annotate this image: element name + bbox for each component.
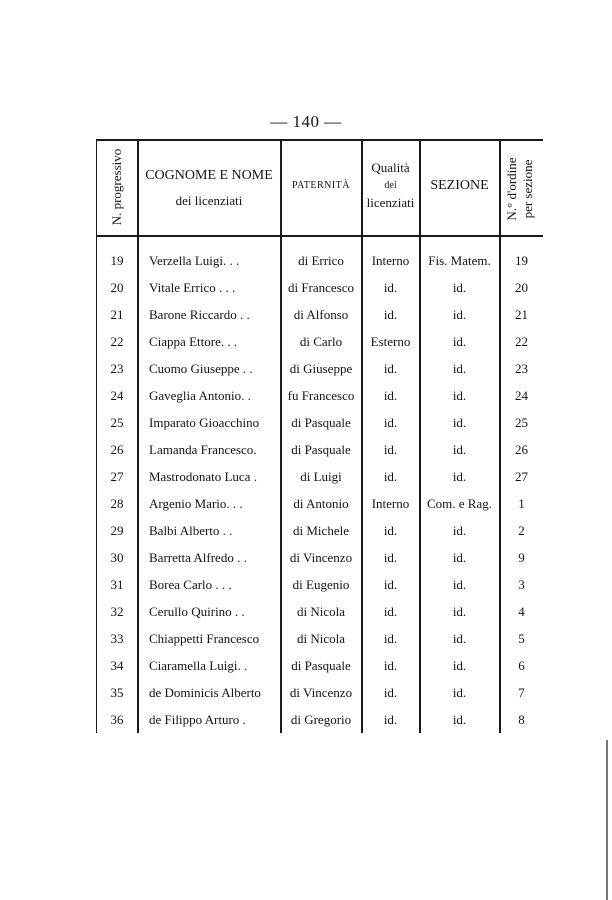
row-qualita: id. (383, 280, 398, 295)
row-ordine: 5 (518, 631, 525, 646)
row-number: 32 (110, 604, 124, 619)
row-number: 25 (110, 415, 124, 430)
row-number: 24 (110, 388, 124, 403)
row-name: Cuomo Giuseppe . . (149, 361, 253, 376)
row-name: Mastrodonato Luca . (149, 469, 257, 484)
row-paternita: di Giuseppe (289, 361, 353, 376)
row-sezione: id. (452, 361, 467, 376)
table-row (97, 463, 543, 490)
row-ordine: 21 (515, 307, 528, 322)
row-ordine: 26 (515, 442, 528, 457)
row-ordine: 6 (518, 658, 525, 673)
row-name: Vitale Errico . . . (149, 280, 236, 295)
row-paternita: di Michele (293, 523, 349, 538)
page-number: — 140 — (270, 112, 342, 131)
row-name: Imparato Gioacchino (149, 415, 260, 430)
row-name: Gaveglia Antonio. . (149, 388, 251, 403)
row-number: 33 (110, 631, 124, 646)
row-ordine: 2 (518, 523, 525, 538)
row-paternita: di Alfonso (293, 307, 349, 322)
table-row (97, 598, 543, 625)
row-paternita: di Eugenio (292, 577, 350, 592)
row-ordine: 24 (515, 388, 528, 403)
row-paternita: fu Francesco (287, 388, 355, 403)
row-number: 20 (110, 280, 124, 295)
row-paternita: di Errico (298, 253, 344, 268)
row-number: 34 (110, 658, 124, 673)
table-row (97, 679, 543, 706)
table-row (97, 706, 543, 733)
row-qualita: id. (383, 631, 398, 646)
table-row (97, 409, 543, 436)
row-name: Argenio Mario. . . (149, 496, 243, 511)
row-qualita: id. (383, 577, 398, 592)
header-cognome-line2: dei licenziati (175, 192, 243, 208)
row-paternita: di Nicola (296, 631, 345, 646)
row-paternita: di Francesco (287, 280, 355, 295)
row-number: 19 (110, 253, 124, 268)
row-ordine: 22 (515, 334, 528, 349)
row-qualita: id. (383, 442, 398, 457)
table-row (97, 490, 543, 517)
row-sezione: id. (452, 712, 467, 727)
row-qualita: id. (383, 685, 398, 700)
row-number: 22 (110, 334, 124, 349)
row-qualita: id. (383, 658, 398, 673)
header-ordine-line1: N.° d'ordine (504, 157, 519, 221)
row-ordine: 20 (515, 280, 528, 295)
row-qualita: id. (383, 523, 398, 538)
header-qualita (362, 159, 419, 212)
row-sezione: id. (452, 604, 467, 619)
row-name: Verzella Luigi. . . (149, 253, 240, 268)
row-sezione: id. (452, 280, 467, 295)
header-qualita-line3: licenziati (366, 195, 415, 211)
row-number: 21 (110, 307, 124, 322)
row-paternita: di Pasquale (291, 442, 351, 457)
header-divider (97, 235, 543, 237)
row-paternita: di Luigi (300, 469, 342, 484)
row-qualita: id. (383, 361, 398, 376)
row-qualita: id. (383, 388, 398, 403)
row-number: 30 (110, 550, 124, 565)
header-qualita-line1: Qualità (371, 160, 410, 175)
row-sezione: id. (452, 307, 467, 322)
row-number: 27 (110, 469, 124, 484)
row-name: Cerullo Quirino . . (149, 604, 245, 619)
row-sezione: id. (452, 469, 467, 484)
row-name: Chiappetti Francesco (149, 631, 260, 646)
row-name: de Dominicis Alberto (149, 685, 261, 700)
row-sezione: Fis. Matem. (428, 253, 491, 268)
row-paternita: di Vincenzo (289, 550, 353, 565)
row-sezione: Com. e Rag. (427, 496, 492, 511)
row-ordine: 1 (518, 496, 525, 511)
table-row (97, 571, 543, 598)
row-ordine: 25 (515, 415, 528, 430)
header-sezione: SEZIONE (430, 178, 489, 193)
row-sezione: id. (452, 388, 467, 403)
header-qualita-line2: dei (384, 179, 397, 191)
table-row (97, 247, 543, 274)
row-number: 23 (110, 361, 124, 376)
header-ordine (504, 142, 538, 236)
table-row (97, 625, 543, 652)
table-row (97, 274, 543, 301)
row-name: de Filippo Arturo . (149, 712, 246, 727)
row-number: 36 (110, 712, 124, 727)
header-progressivo: N. progressivo (109, 148, 124, 226)
header-cognome-line1: COGNOME E NOME (145, 168, 273, 183)
row-qualita: Interno (371, 253, 410, 268)
row-qualita: id. (383, 550, 398, 565)
row-ordine: 23 (515, 361, 528, 376)
row-name: Ciaramella Luigi. . (149, 658, 248, 673)
row-name: Lamanda Francesco. (149, 442, 257, 457)
row-paternita: di Gregorio (290, 712, 352, 727)
row-sezione: id. (452, 577, 467, 592)
row-qualita: id. (383, 604, 398, 619)
row-name: Borea Carlo . . . (149, 577, 232, 592)
table-row (97, 517, 543, 544)
page-edge-mark (606, 740, 608, 900)
row-number: 29 (110, 523, 124, 538)
table-row (97, 328, 543, 355)
header-ordine-line2: per sezione (520, 159, 535, 219)
row-ordine: 4 (518, 604, 525, 619)
row-sezione: id. (452, 685, 467, 700)
row-qualita: id. (383, 469, 398, 484)
table-row (97, 544, 543, 571)
table-row (97, 436, 543, 463)
row-ordine: 3 (518, 577, 525, 592)
row-number: 35 (110, 685, 124, 700)
row-paternita: di Pasquale (291, 415, 351, 430)
row-name: Ciappa Ettore. . . (149, 334, 238, 349)
row-sezione: id. (452, 415, 467, 430)
row-sezione: id. (452, 658, 467, 673)
row-qualita: Esterno (370, 334, 411, 349)
row-sezione: id. (452, 631, 467, 646)
table-row (97, 301, 543, 328)
table-row (97, 652, 543, 679)
licenziati-table (96, 139, 543, 733)
row-ordine: 19 (515, 253, 528, 268)
row-ordine: 9 (518, 550, 525, 565)
row-number: 31 (110, 577, 124, 592)
row-number: 26 (110, 442, 124, 457)
row-name: Barretta Alfredo . . (149, 550, 247, 565)
row-ordine: 8 (518, 712, 525, 727)
row-qualita: Interno (371, 496, 410, 511)
row-qualita: id. (383, 415, 398, 430)
row-name: Barone Riccardo . . (149, 307, 250, 322)
row-paternita: di Antonio (293, 496, 349, 511)
row-ordine: 7 (518, 685, 525, 700)
table-row (97, 382, 543, 409)
header-cognome-nome (138, 167, 280, 209)
row-paternita: di Nicola (296, 604, 345, 619)
row-qualita: id. (383, 712, 398, 727)
row-sezione: id. (452, 442, 467, 457)
row-sezione: id. (452, 523, 467, 538)
header-paternita: PATERNITÀ (291, 180, 351, 191)
row-sezione: id. (452, 550, 467, 565)
row-name: Balbi Alberto . . (149, 523, 233, 538)
row-paternita: di Carlo (299, 334, 343, 349)
row-ordine: 27 (515, 469, 528, 484)
row-sezione: id. (452, 334, 467, 349)
row-qualita: id. (383, 307, 398, 322)
row-paternita: di Pasquale (291, 658, 351, 673)
row-number: 28 (110, 496, 124, 511)
table-row (97, 355, 543, 382)
row-paternita: di Vincenzo (289, 685, 353, 700)
